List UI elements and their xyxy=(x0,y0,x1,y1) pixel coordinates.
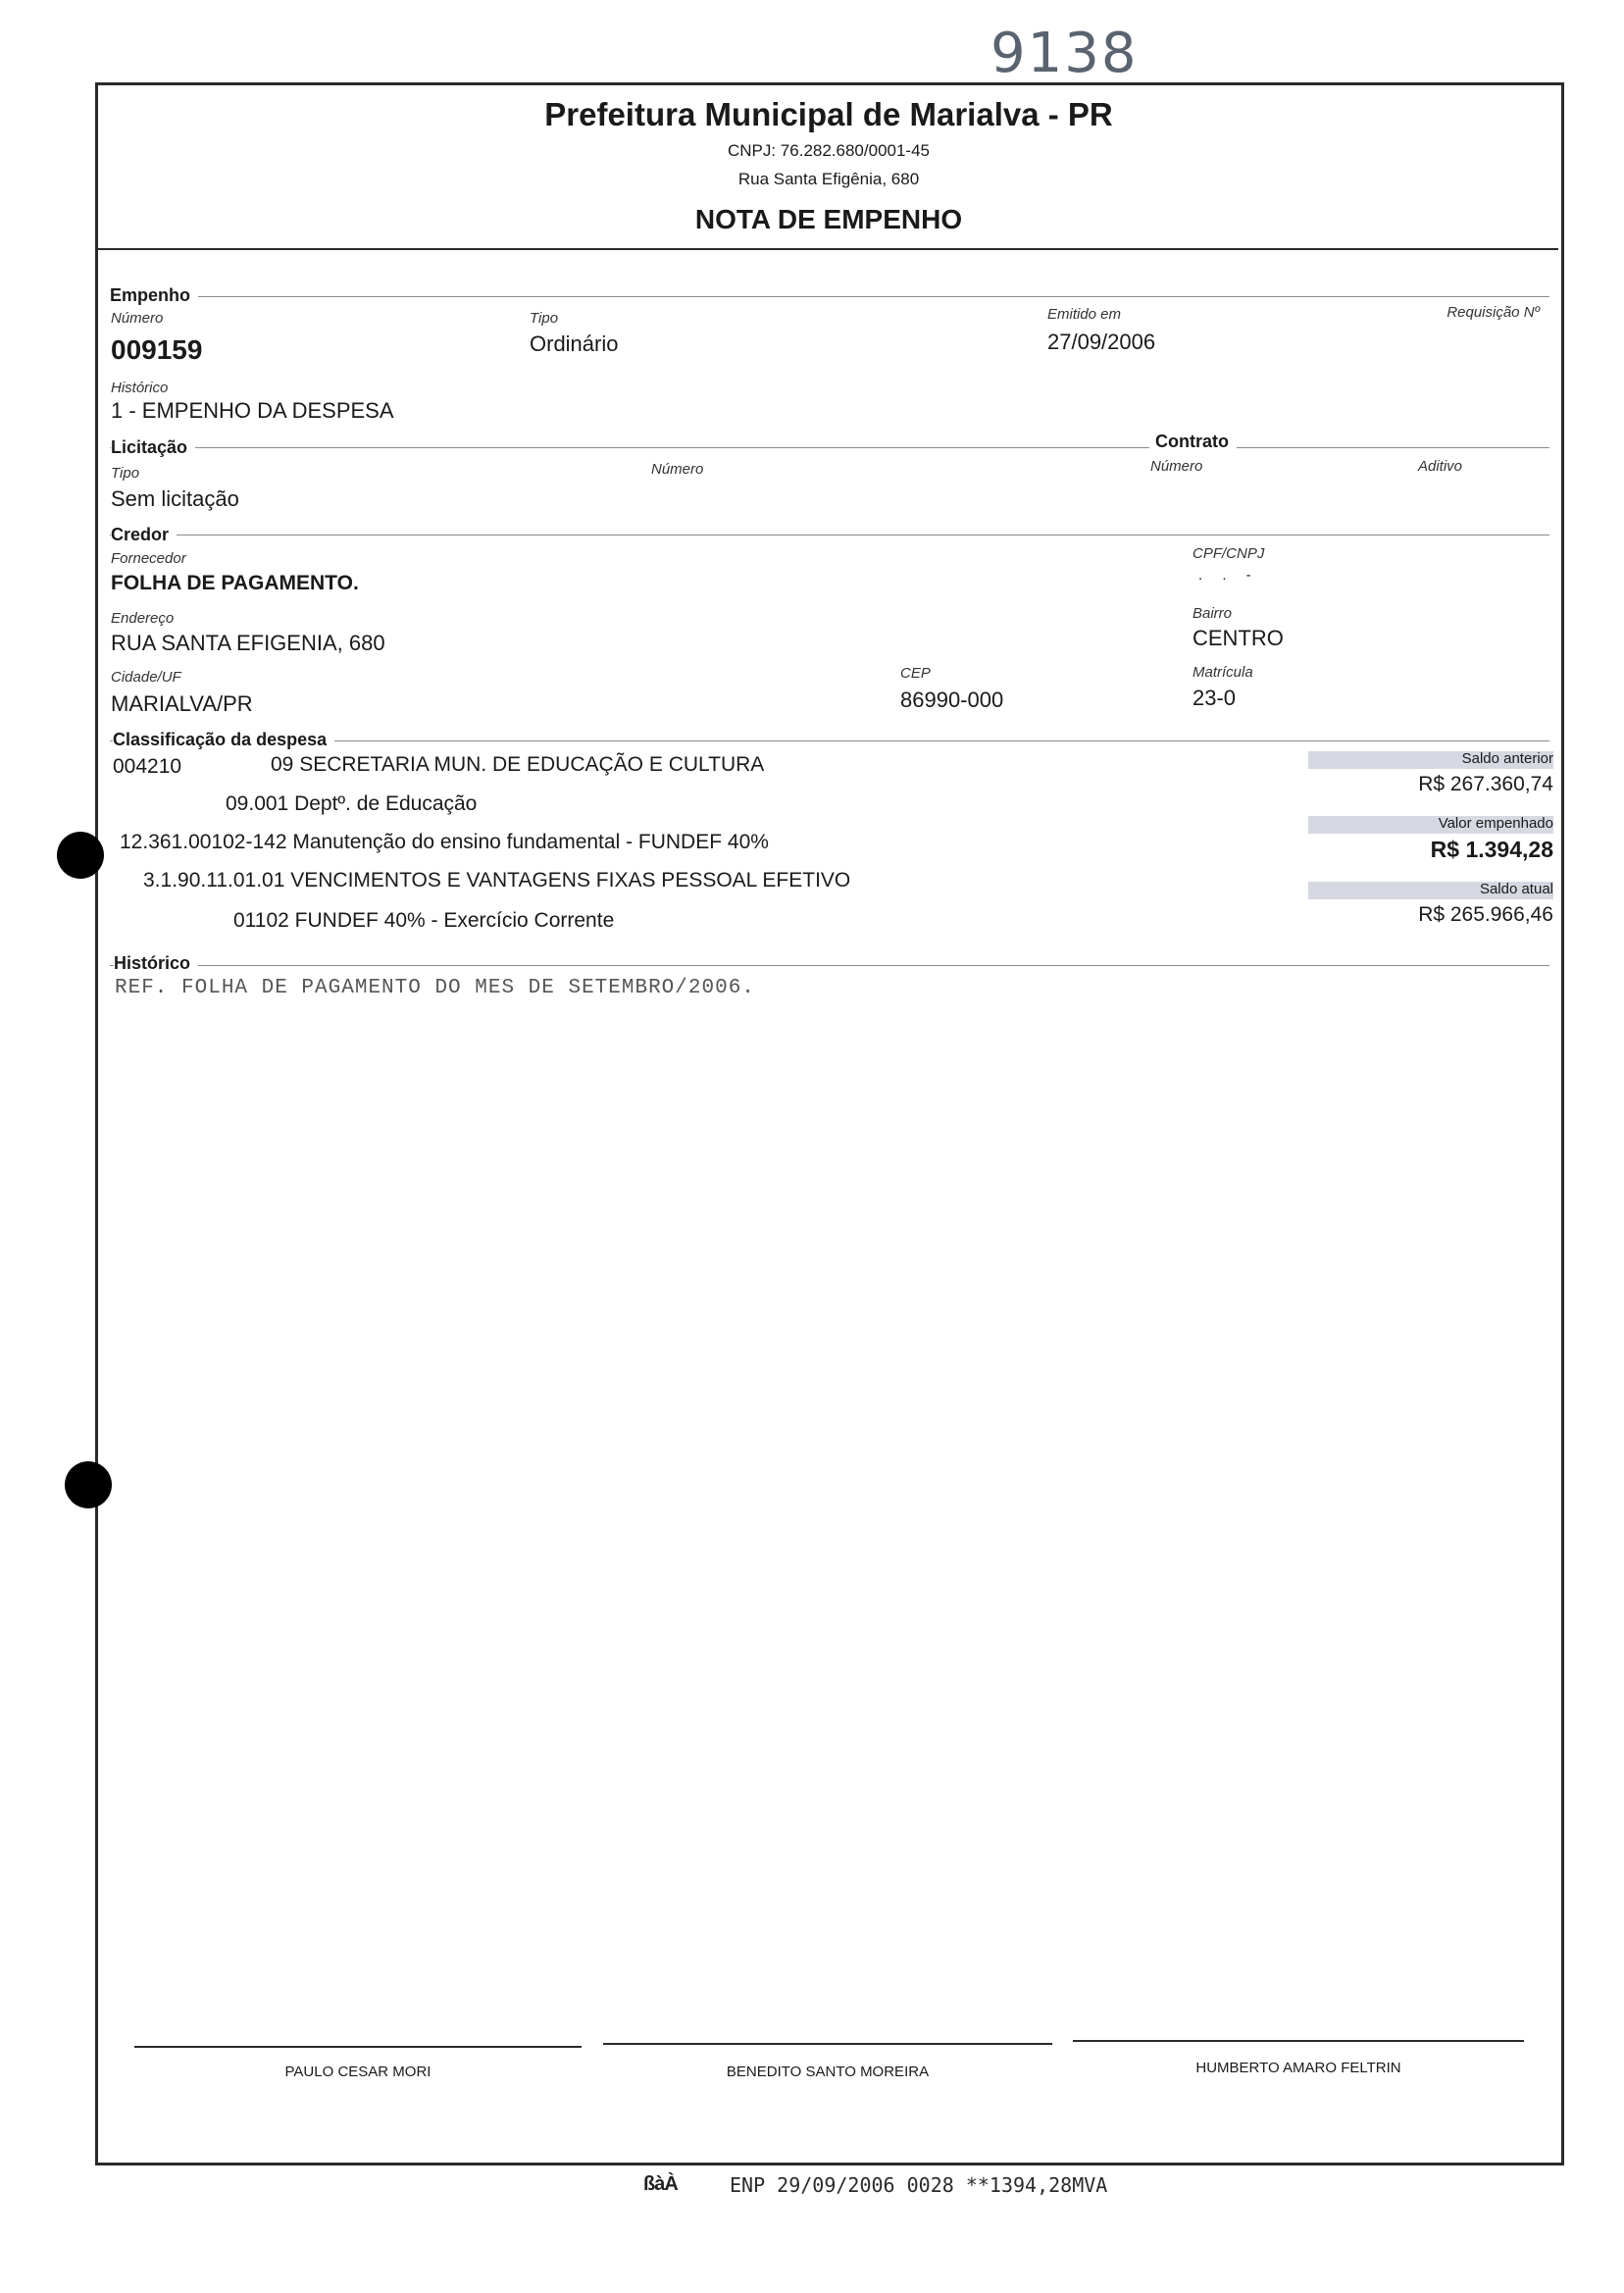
document-frame xyxy=(95,82,1564,2166)
cidade-label: Cidade/UF xyxy=(111,669,181,686)
address-text: Rua Santa Efigênia, 680 xyxy=(737,170,920,188)
cep-value: 86990-000 xyxy=(900,688,1004,712)
empenho-rule xyxy=(110,296,1549,297)
classificacao-line-orgao: 09 SECRETARIA MUN. DE EDUCAÇÃO E CULTURA xyxy=(271,753,765,776)
classificacao-line-fonte: 01102 FUNDEF 40% - Exercício Corrente xyxy=(233,909,615,932)
signatory-2: BENEDITO SANTO MOREIRA xyxy=(726,2064,930,2080)
signatory-3: HUMBERTO AMARO FELTRIN xyxy=(1195,2060,1401,2076)
saldo-atual-value: R$ 265.966,46 xyxy=(1418,903,1553,926)
emitido-label: Emitido em xyxy=(1047,306,1122,323)
contrato-aditivo-label: Aditivo xyxy=(1418,458,1463,475)
licitacao-rule xyxy=(110,447,1549,448)
signature-line-2 xyxy=(603,2043,1052,2045)
saldo-anterior-value: R$ 267.360,74 xyxy=(1418,773,1553,795)
page-title: Prefeitura Municipal de Marialva - PR xyxy=(544,96,1113,132)
signature-line-3 xyxy=(1073,2040,1524,2042)
saldo-anterior-label: Saldo anterior xyxy=(1461,750,1553,767)
emitido-date: 27/09/2006 xyxy=(1047,330,1156,354)
cnpj-text: CNPJ: 76.282.680/0001-45 xyxy=(727,141,931,160)
punch-hole-bottom xyxy=(65,1461,112,1508)
licitacao-tipo: Sem licitação xyxy=(111,486,239,511)
classificacao-code: 004210 xyxy=(113,755,182,778)
empenho-tipo-label: Tipo xyxy=(530,310,559,327)
classificacao-line-funcional: 12.361.00102-142 Manutenção do ensino fundamental - FUNDEF 40% xyxy=(120,831,769,853)
punch-hole-top xyxy=(57,832,104,879)
empenho-section-label: Empenho xyxy=(110,285,198,306)
licitacao-tipo-label: Tipo xyxy=(111,465,140,482)
matricula-value: 23-0 xyxy=(1193,686,1237,710)
historico-rule xyxy=(110,965,1549,966)
cep-label: CEP xyxy=(900,665,931,682)
cpf-label: CPF/CNPJ xyxy=(1193,545,1265,562)
header-divider xyxy=(98,248,1558,250)
endereco-value: RUA SANTA EFIGENIA, 680 xyxy=(111,631,385,655)
contrato-section-label: Contrato xyxy=(1149,432,1237,452)
empenho-historico: 1 - EMPENHO DA DESPESA xyxy=(111,398,394,423)
empenho-historico-label: Histórico xyxy=(111,380,169,396)
valor-empenhado-value: R$ 1.394,28 xyxy=(1430,837,1553,862)
bairro-value: CENTRO xyxy=(1193,626,1284,650)
requisicao-label: Requisição Nº xyxy=(1446,304,1540,321)
cidade-value: MARIALVA/PR xyxy=(111,691,253,716)
cpf-value: . . - xyxy=(1198,567,1259,584)
empenho-numero-label: Número xyxy=(111,310,164,327)
historico-text: REF. FOLHA DE PAGAMENTO DO MES DE SETEMBRO/2006. xyxy=(115,977,755,999)
handwritten-page-number: 9138 xyxy=(990,22,1139,85)
signatory-1: PAULO CESAR MORI xyxy=(284,2064,431,2080)
bairro-label: Bairro xyxy=(1193,605,1233,622)
bank-stamp-logo: ßàÀ xyxy=(643,2173,678,2195)
contrato-numero-label: Número xyxy=(1150,458,1203,475)
licitacao-section-label: Licitação xyxy=(111,437,195,458)
licitacao-numero-label: Número xyxy=(651,461,704,478)
fornecedor-value: FOLHA DE PAGAMENTO. xyxy=(111,572,359,594)
credor-section-label: Credor xyxy=(111,525,177,545)
historico-section-label: Histórico xyxy=(114,953,198,974)
document-title: NOTA DE EMPENHO xyxy=(694,204,963,234)
empenho-tipo: Ordinário xyxy=(530,331,619,356)
classificacao-line-elemento: 3.1.90.11.01.01 VENCIMENTOS E VANTAGENS FIXAS PESSOAL EFETIVO xyxy=(143,869,851,892)
endereco-label: Endereço xyxy=(111,610,175,627)
valor-empenhado-label: Valor empenhado xyxy=(1438,815,1553,832)
empenho-numero: 009159 xyxy=(111,334,203,365)
classificacao-section-label: Classificação da despesa xyxy=(113,730,334,750)
signature-line-1 xyxy=(134,2046,582,2048)
saldo-atual-label: Saldo atual xyxy=(1479,881,1553,897)
matricula-label: Matrícula xyxy=(1193,664,1253,681)
fornecedor-label: Fornecedor xyxy=(111,550,186,567)
classificacao-line-unidade: 09.001 Deptº. de Educação xyxy=(226,792,478,815)
bank-stamp-text: ENP 29/09/2006 0028 **1394,28MVA xyxy=(730,2173,1108,2197)
